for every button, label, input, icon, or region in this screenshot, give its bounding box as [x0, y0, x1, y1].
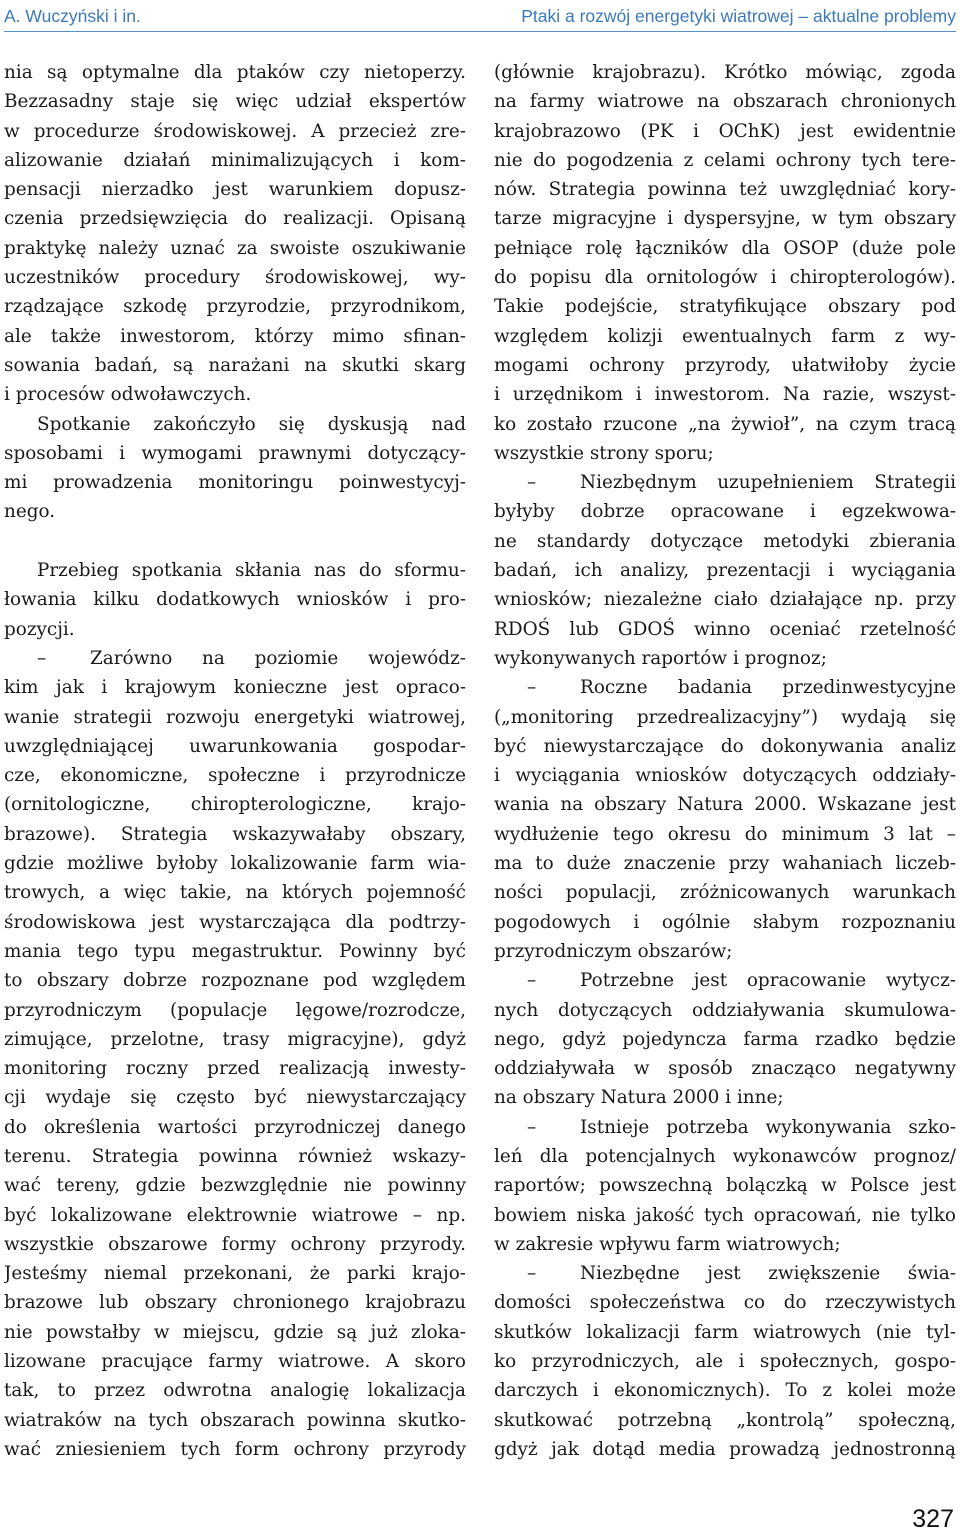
text-line: mogami ochrony przyrody, ułatwiłoby życie: [494, 354, 956, 376]
text-line: wiatraków na tych obszarach powinna skutko-: [4, 1409, 466, 1431]
text-line: Spotkanie zakończyło się dyskusją nad: [37, 413, 466, 435]
text-line: (głównie krajobrazu). Krótko mówiąc, zgoda: [494, 62, 956, 83]
text-line: ko przyrodniczych, ale i społecznych, gospo-: [494, 1351, 956, 1373]
bullet-line: [4, 644, 466, 673]
dash-marker: –: [527, 1263, 537, 1285]
text-line: nie powstałby w miejscu, gdzie są już zloka-: [4, 1321, 466, 1343]
text-line: darczych i ekonomicznych). To z kolei może: [494, 1380, 956, 1402]
text-line: nów. Strategia powinna też uwzględniać kory-: [494, 179, 956, 201]
text-line: wania na obszary Natura 2000. Wskazane jest: [494, 794, 956, 816]
text-line: wszystkie obszarowe formy ochrony przyrody.: [4, 1233, 466, 1255]
text-line: wydłużenie tego okresu do minimum 3 lat –: [494, 823, 956, 845]
text-line: ne standardy dotyczące metodyki zbierania: [494, 530, 956, 552]
header-title: Ptaki a rozwój energetyki wiatrowej – aktualne problemy: [521, 5, 956, 26]
text-line: lizowane pracujące farmy wiatrowe. A skoro: [4, 1351, 466, 1373]
text-line: praktykę należy uznać za swoiste oszukiwanie: [4, 237, 466, 259]
text-line: i urzędnikom i inwestorom. Na razie, wszyst-: [494, 384, 956, 406]
text-line: leń dla potencjalnych wykonawców prognoz/: [494, 1145, 956, 1167]
text-line: RDOŚ lub GDOŚ winno oceniać rzetelność: [494, 618, 956, 640]
dash-marker: –: [37, 647, 47, 669]
left-column: [4, 58, 466, 1464]
text-line: ale także inwestorom, którzy mimo sfinan-: [4, 325, 466, 347]
text-line: łowania kilku dodatkowych wniosków i pro-: [4, 589, 466, 611]
text-line: sposobami i wymogami prawnymi dotyczący-: [4, 442, 466, 464]
text-line: wać tereny, gdzie bezwzględnie nie powinny: [4, 1175, 466, 1197]
bullet-text: Potrzebne jest opracowanie wytycz-: [580, 970, 956, 992]
text-line: skutków lokalizacji farm wiatrowych (nie tyl-: [494, 1321, 956, 1343]
text-line: mania tego typu megastruktur. Powinny być: [4, 940, 466, 962]
bullet-text: Roczne badania przedinwestycyjne: [580, 677, 956, 699]
text-line: gdyż jak dotąd media prowadzą jednostronną: [494, 1438, 956, 1460]
text-line: terenu. Strategia powinna również wskazy-: [4, 1145, 466, 1167]
bullet-line: [494, 1113, 956, 1142]
text-line: być lokalizowane elektrownie wiatrowe – np.: [4, 1204, 466, 1226]
text-line: Bezzasadny staje się więc udział ekspertów: [4, 91, 466, 113]
text-line: krajobrazowo (PK i OChK) jest ewidentnie: [494, 120, 956, 142]
text-line: na farmy wiatrowe na obszarach chronionych: [494, 91, 956, 113]
running-header: [4, 3, 956, 29]
text-line: zimujące, przelotne, trasy migracyjne), gdyż: [4, 1028, 466, 1050]
text-line: brazowe lub obszary chronionego krajobrazu: [4, 1292, 466, 1314]
text-line: rządzające szkodę przyrodzie, przyrodnikom,: [4, 296, 466, 318]
bullet-text: Istnieje potrzeba wykonywania szko-: [580, 1116, 956, 1138]
text-line: uwzględniającej uwarunkowania gospodar-: [4, 735, 466, 757]
text-line: pozycji.: [4, 618, 75, 640]
text-line: i wyciągania wniosków dotyczących oddziały-: [494, 765, 956, 787]
text-line: przyrodniczym obszarów;: [494, 940, 733, 962]
dash-marker: –: [527, 472, 537, 494]
text-line: tak, to przez odwrotna analogię lokalizacja: [4, 1380, 466, 1402]
text-line: bowiem niska jakość tych opracowań, nie tylko: [494, 1204, 956, 1226]
bullet-text: Zarówno na poziomie wojewódz-: [90, 647, 466, 669]
text-line: cze, ekonomiczne, społeczne i przyrodnicze: [4, 765, 466, 787]
right-column: [494, 58, 956, 1464]
text-line: środowiskowa jest wystarczająca dla podtrzy-: [4, 911, 466, 933]
page-number: 327: [912, 1505, 954, 1533]
text-line: być niewystarczające do dokonywania analiz: [494, 735, 956, 757]
text-line: to obszary dobrze rozpoznane pod względem: [4, 970, 466, 992]
bullet-line: [494, 966, 956, 995]
text-line: monitoring roczny przed realizacją inwesty-: [4, 1058, 466, 1080]
text-line: („monitoring przedrealizacyjny”) wydają się: [494, 706, 956, 728]
text-line: czenia przedsięwzięcia do realizacji. Opisaną: [4, 208, 466, 230]
bullet-line: [494, 673, 956, 702]
text-line: nych dotyczących oddziaływania skumulowa-: [494, 999, 956, 1021]
bullet-line: [494, 1259, 956, 1288]
text-line: i procesów odwoławczych.: [4, 384, 252, 406]
text-line: badań, ich analizy, prezentacji i wyciągania: [494, 560, 956, 582]
dash-marker: –: [527, 677, 537, 699]
text-line: nego.: [4, 501, 56, 523]
text-line: wykonywanych raportów i prognoz;: [494, 647, 827, 669]
header-rule: [4, 31, 956, 32]
header-authors: A. Wuczyński i in.: [4, 5, 141, 26]
text-line: kim jak i krajowym konieczne jest opraco-: [4, 677, 466, 699]
text-line: nego, gdyż pojedyncza farma rzadko będzie: [494, 1028, 956, 1050]
text-line: byłyby dobrze opracowane i egzekwowa-: [494, 501, 956, 523]
text-line: uczestników procedury środowiskowej, wy-: [4, 267, 466, 289]
text-line: cji wydaje się często być niewystarczający: [4, 1087, 466, 1109]
text-line: pełniące rolę łączników dla OSOP (duże pole: [494, 237, 956, 259]
text-line: nie do pogodzenia z celami ochrony tych tere-: [494, 149, 956, 171]
text-line: brazowe). Strategia wskazywałaby obszary,: [4, 823, 466, 845]
dash-marker: –: [527, 1116, 537, 1138]
text-line: domości społeczeństwa co do rzeczywistych: [494, 1292, 956, 1314]
dash-marker: –: [527, 970, 537, 992]
text-line: na obszary Natura 2000 i inne;: [494, 1087, 784, 1109]
text-line: alizowanie działań minimalizujących i kom-: [4, 149, 466, 171]
text-line: przyrodniczym (populacje lęgowe/rozrodcze,: [4, 999, 466, 1021]
text-line: oddziaływała w sposób znacząco negatywny: [494, 1058, 956, 1080]
text-line: względem kolizji ewentualnych farm z wy-: [494, 325, 956, 347]
bullet-text: Niezbędne jest zwiększenie świa-: [580, 1263, 956, 1285]
text-line: w procedurze środowiskowej. A przecież zre-: [4, 120, 466, 142]
text-line: Takie podejście, stratyfikujące obszary pod: [494, 296, 956, 318]
text-line: tarze migracyjne i dyspersyjne, w tym obszary: [494, 208, 956, 230]
text-line: (ornitologiczne, chiropterologiczne, krajo-: [4, 794, 466, 816]
text-line: skutkować potrzebną „kontrolą” społeczną,: [494, 1409, 956, 1431]
text-line: Przebieg spotkania skłania nas do sformu-: [37, 560, 466, 582]
text-line: do popisu dla ornitologów i chiropterologów).: [494, 267, 956, 289]
text-line: wniosków; niezależne ciało działające np. przy: [494, 589, 956, 611]
text-line: do określenia wartości przyrodniczej danego: [4, 1116, 466, 1138]
text-line: pogodowych i ogólnie słabym rozpoznaniu: [494, 911, 956, 933]
text-line: wszystkie strony sporu;: [494, 442, 714, 464]
paragraph-gap: [4, 527, 466, 556]
text-line: gdzie możliwe byłoby lokalizowanie farm wia-: [4, 853, 466, 875]
text-line: ności populacji, zróżnicowanych warunkach: [494, 882, 956, 904]
bullet-line: [494, 468, 956, 497]
bullet-text: Niezbędnym uzupełnieniem Strategii: [580, 472, 956, 494]
text-line: trowych, a więc takie, na których pojemność: [4, 882, 466, 904]
text-line: raportów; powszechną bolączką w Polsce jest: [494, 1175, 956, 1197]
text-line: pensacji nierzadko jest warunkiem dopusz-: [4, 179, 466, 201]
text-line: ma to duże znaczenie przy wahaniach liczeb-: [494, 853, 956, 875]
text-line: mi prowadzenia monitoringu poinwestycyj-: [4, 472, 466, 494]
text-line: wać zniesieniem tych form ochrony przyrody: [4, 1438, 466, 1460]
text-line: nia są optymalne dla ptaków czy nietoperzy.: [4, 62, 466, 83]
text-line: w zakresie wpływu farm wiatrowych;: [494, 1233, 841, 1255]
text-line: wanie strategii rozwoju energetyki wiatrowej,: [4, 706, 466, 728]
text-line: Jesteśmy niemal przekonani, że parki krajo-: [4, 1263, 466, 1285]
text-line: sowania badań, są narażani na skutki skarg: [4, 354, 466, 376]
text-line: ko zostało rzucone „na żywioł”, na czym tracą: [494, 413, 956, 435]
